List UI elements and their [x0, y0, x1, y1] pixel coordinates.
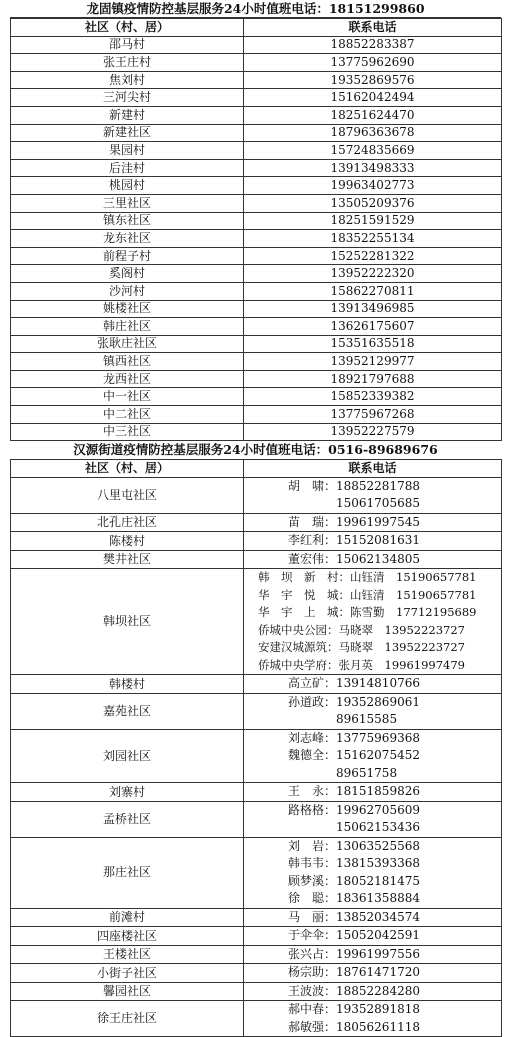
contact-line: 高立矿：13914810766 — [288, 676, 420, 691]
header-phone: 联系电话 — [244, 19, 502, 37]
contact-line: 郝敏强：18056261118 — [288, 1019, 420, 1034]
table-row — [11, 477, 502, 513]
table-row — [11, 675, 502, 694]
table-row — [11, 801, 502, 837]
table-row — [11, 335, 502, 353]
contact-phone: 15852339382 — [244, 388, 502, 406]
table-row — [11, 569, 502, 675]
table-row — [11, 927, 502, 946]
community-name: 中二社区 — [11, 406, 244, 424]
contact-phone: 19963402773 — [244, 177, 502, 195]
contact-cell — [244, 927, 502, 946]
table-row — [11, 908, 502, 927]
community-name: 中一社区 — [11, 388, 244, 406]
table-row — [11, 300, 502, 318]
table-row — [11, 71, 502, 89]
header-community: 社区（村、居） — [11, 460, 244, 478]
contact-line: 15062153436 — [288, 820, 420, 835]
community-name: 韩坝社区 — [11, 569, 244, 675]
community-name: 邵马村 — [11, 36, 244, 54]
community-name: 张耿庄社区 — [11, 335, 244, 353]
community-name: 姚楼社区 — [11, 300, 244, 318]
table-row — [11, 423, 502, 441]
contact-cell — [244, 477, 502, 513]
contact-phone: 13913496985 — [244, 300, 502, 318]
contact-line: 路格格：19962705609 — [288, 802, 420, 817]
contact-line: 张兴占：19961997556 — [288, 946, 420, 961]
contact-cell — [244, 693, 502, 729]
community-name: 韩庄社区 — [11, 318, 244, 336]
header-phone: 联系电话 — [244, 460, 502, 478]
community-name: 四座楼社区 — [11, 927, 244, 946]
table-row — [11, 729, 502, 783]
contact-line: 顾梦溪：18052181475 — [288, 873, 420, 888]
contact-line: 徐 聪：18361358884 — [288, 891, 420, 906]
section1-title: 龙固镇疫情防控基层服务24小时值班电话：18151299860 — [10, 0, 501, 18]
section2-title: 汉源街道疫情防控基层服务24小时值班电话：0516-89689676 — [73, 442, 438, 458]
contact-line: 王 永：18151859826 — [288, 784, 420, 799]
contact-line: 苗 瑞：19961997545 — [288, 514, 420, 529]
community-name: 嘉苑社区 — [11, 693, 244, 729]
contact-line: 郝中春：19352891818 — [288, 1002, 420, 1017]
contact-line: 韩韦韦：13815393368 — [288, 856, 420, 871]
community-name: 徐王庄社区 — [11, 1001, 244, 1037]
contact-phone: 18251624470 — [244, 106, 502, 124]
table-row — [11, 177, 502, 195]
contact-line: 89615585 — [288, 712, 398, 727]
contact-cell — [244, 783, 502, 802]
community-name: 龙西社区 — [11, 370, 244, 388]
community-name: 奚阁村 — [11, 265, 244, 283]
contact-line: 王波波：18852284280 — [288, 983, 420, 998]
contact-line: 89651758 — [288, 765, 398, 780]
community-name: 三河尖村 — [11, 89, 244, 107]
table-row — [11, 693, 502, 729]
contact-phone: 13913498333 — [244, 159, 502, 177]
community-name: 八里屯社区 — [11, 477, 244, 513]
table-row — [11, 282, 502, 300]
community-name: 王楼社区 — [11, 945, 244, 964]
community-name: 焦刘村 — [11, 71, 244, 89]
contact-line: 孙道政：19352869061 — [288, 694, 420, 709]
contact-phone: 15862270811 — [244, 282, 502, 300]
contact-cell — [244, 964, 502, 983]
contact-cell — [244, 729, 502, 783]
contact-cell — [244, 550, 502, 569]
contact-phone: 13952222320 — [244, 265, 502, 283]
community-name: 前程子村 — [11, 247, 244, 265]
contact-phone: 13952129977 — [244, 353, 502, 371]
contact-cell — [244, 675, 502, 694]
section1-table — [10, 18, 502, 441]
contact-line: 15061705685 — [288, 496, 420, 511]
contact-line: 魏德全：15162075452 — [288, 748, 420, 763]
contact-phone: 13626175607 — [244, 318, 502, 336]
table-row — [11, 513, 502, 532]
table-row — [11, 1001, 502, 1037]
contact-line: 刘 岩：13063525568 — [288, 838, 420, 853]
contact-sheet — [10, 0, 501, 1037]
community-name: 桃园村 — [11, 177, 244, 195]
table-header-row — [11, 19, 502, 37]
table-row — [11, 550, 502, 569]
community-name: 中三社区 — [11, 423, 244, 441]
contact-phone: 13775962690 — [244, 54, 502, 72]
contact-phone: 18352255134 — [244, 230, 502, 248]
table-row — [11, 265, 502, 283]
contact-line: 于伞伞：15052042591 — [288, 928, 420, 943]
community-name: 前滩村 — [11, 908, 244, 927]
table-row — [11, 370, 502, 388]
contact-phone: 18251591529 — [244, 212, 502, 230]
community-name: 三里社区 — [11, 194, 244, 212]
table-row — [11, 783, 502, 802]
community-name: 镇西社区 — [11, 353, 244, 371]
community-name: 樊井社区 — [11, 550, 244, 569]
contact-cell — [244, 569, 502, 675]
community-name: 刘寨村 — [11, 783, 244, 802]
header-community: 社区（村、居） — [11, 19, 244, 37]
contact-line: 安建汉城源筑：马晓翠 13952223727 — [258, 640, 465, 655]
community-name: 那庄社区 — [11, 837, 244, 908]
table-row — [11, 36, 502, 54]
community-name: 镇东社区 — [11, 212, 244, 230]
contact-line: 刘志峰：13775969368 — [288, 730, 420, 745]
contact-phone: 15252281322 — [244, 247, 502, 265]
contact-cell — [244, 801, 502, 837]
contact-line: 董宏伟：15062134805 — [288, 551, 420, 566]
contact-cell — [244, 982, 502, 1001]
contact-cell — [244, 945, 502, 964]
table-row — [11, 945, 502, 964]
community-name: 北孔庄社区 — [11, 513, 244, 532]
table-row — [11, 837, 502, 908]
community-name: 沙河村 — [11, 282, 244, 300]
table-row — [11, 353, 502, 371]
contact-phone: 13952227579 — [244, 423, 502, 441]
contact-cell — [244, 908, 502, 927]
community-name: 新建村 — [11, 106, 244, 124]
table-row — [11, 106, 502, 124]
contact-line: 华 宇 上 城：陈雪勤 17712195689 — [258, 605, 477, 620]
contact-phone: 15162042494 — [244, 89, 502, 107]
contact-cell — [244, 837, 502, 908]
community-name: 韩楼村 — [11, 675, 244, 694]
table-row — [11, 247, 502, 265]
table-row — [11, 982, 502, 1001]
community-name: 小街子社区 — [11, 964, 244, 983]
table-row — [11, 124, 502, 142]
contact-line: 侨城中央学府：张月英 19961997479 — [258, 657, 465, 672]
table-row — [11, 318, 502, 336]
contact-cell — [244, 1001, 502, 1037]
contact-phone: 18796363678 — [244, 124, 502, 142]
community-name: 果园村 — [11, 142, 244, 160]
section2-table — [10, 459, 502, 1037]
contact-phone: 15351635518 — [244, 335, 502, 353]
table-row — [11, 89, 502, 107]
contact-line: 韩 坝 新 村：山钰清 15190657781 — [258, 570, 477, 585]
table-row — [11, 54, 502, 72]
contact-cell — [244, 532, 502, 551]
table-row — [11, 212, 502, 230]
table-row — [11, 388, 502, 406]
contact-line: 马 丽：13852034574 — [288, 909, 420, 924]
contact-line: 杨宗助：18761471720 — [288, 965, 420, 980]
community-name: 陈楼村 — [11, 532, 244, 551]
community-name: 龙东社区 — [11, 230, 244, 248]
community-name: 张王庄村 — [11, 54, 244, 72]
table-header-row — [11, 460, 502, 478]
community-name: 刘园社区 — [11, 729, 244, 783]
community-name: 孟桥社区 — [11, 801, 244, 837]
table-row — [11, 230, 502, 248]
table-row — [11, 142, 502, 160]
contact-phone: 13505209376 — [244, 194, 502, 212]
contact-line: 侨城中央公园：马晓翠 13952223727 — [258, 622, 465, 637]
contact-phone: 18852283387 — [244, 36, 502, 54]
contact-line: 华 宇 悦 城：山钰清 15190657781 — [258, 587, 477, 602]
contact-phone: 15724835669 — [244, 142, 502, 160]
contact-phone: 13775967268 — [244, 406, 502, 424]
contact-line: 李红利：15152081631 — [288, 533, 420, 548]
table-row — [11, 159, 502, 177]
contact-line: 胡 啸：18852281788 — [288, 478, 420, 493]
table-row — [11, 964, 502, 983]
community-name: 新建社区 — [11, 124, 244, 142]
table-row — [11, 194, 502, 212]
community-name: 后洼村 — [11, 159, 244, 177]
community-name: 馨园社区 — [11, 982, 244, 1001]
table-row — [11, 532, 502, 551]
contact-cell — [244, 513, 502, 532]
contact-phone: 18921797688 — [244, 370, 502, 388]
table-row — [11, 406, 502, 424]
contact-phone: 19352869576 — [244, 71, 502, 89]
